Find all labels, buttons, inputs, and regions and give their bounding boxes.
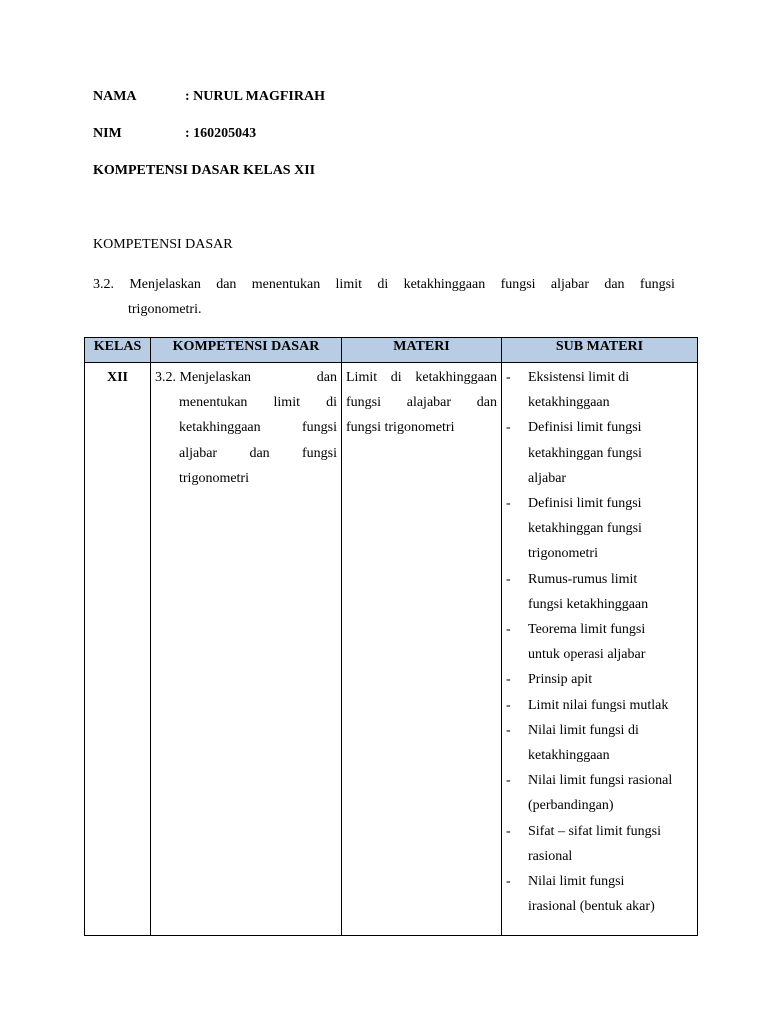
kd-line: aljabar dan fungsi bbox=[179, 445, 337, 461]
cell-materi bbox=[342, 363, 502, 936]
list-item: - Definisi limit fungsi ketakhinggan fungsi trigonometri bbox=[506, 496, 642, 562]
kd-word: fungsi bbox=[500, 277, 536, 292]
kd-number: 3.2. Menjelaskan bbox=[155, 370, 252, 385]
name-label: NAMA bbox=[93, 89, 137, 104]
kd-word: fungsi bbox=[639, 277, 675, 292]
kd-line: trigonometri bbox=[179, 470, 249, 486]
kd-word: menentukan bbox=[251, 277, 321, 292]
kd-item bbox=[93, 272, 675, 322]
kd-word: Menjelaskan bbox=[129, 277, 201, 292]
kd-word: dan bbox=[216, 277, 237, 292]
list-item: - Nilai limit fungsi di ketakhinggaan bbox=[506, 722, 639, 764]
list-item: - Rumus-rumus limit fungsi ketakhinggaan bbox=[506, 571, 649, 612]
kd-item-line2: trigonometri. bbox=[128, 302, 202, 317]
kd-item-line1 bbox=[93, 272, 675, 297]
list-item: - Limit nilai fungsi mutlak bbox=[506, 697, 669, 713]
kd-first-line bbox=[155, 365, 337, 390]
list-item: - Prinsip apit bbox=[506, 672, 593, 688]
kd-word: ketakhinggaan bbox=[403, 277, 486, 292]
section-title: KOMPETENSI DASAR bbox=[93, 237, 233, 252]
kd-line: ketakhinggaan fungsi bbox=[179, 420, 337, 436]
cell-kompetensi-dasar bbox=[151, 363, 342, 936]
list-item: - Teorema limit fungsi untuk operasi aljabar bbox=[506, 622, 646, 663]
header-kompetensi-dasar: KOMPETENSI DASAR bbox=[151, 338, 342, 363]
list-item: - Sifat – sifat limit fungsi rasional bbox=[506, 823, 661, 864]
document-title: KOMPETENSI DASAR KELAS XII bbox=[93, 163, 316, 178]
header-sub-materi: SUB MATERI bbox=[502, 338, 698, 363]
header-kelas: KELAS bbox=[85, 338, 151, 363]
table-row bbox=[85, 363, 698, 936]
list-item: - Nilai limit fungsi rasional (perbandingan) bbox=[506, 773, 673, 814]
cell-kelas: XII bbox=[85, 363, 151, 936]
kd-word: dan bbox=[604, 277, 625, 292]
list-item: - Definisi limit fungsi ketakhinggan fungsi aljabar bbox=[506, 420, 642, 486]
kd-word: limit bbox=[335, 277, 362, 292]
nim-label: NIM bbox=[93, 126, 122, 141]
kd-line: menentukan limit di bbox=[179, 395, 337, 411]
list-item: - Nilai limit fungsi irasional (bentuk akar) bbox=[506, 874, 655, 915]
nim-value: : 160205043 bbox=[185, 126, 257, 141]
name-value: : NURUL MAGFIRAH bbox=[185, 89, 325, 104]
materi-line: fungsi trigonometri bbox=[346, 420, 455, 436]
table-header-row bbox=[85, 338, 698, 363]
kd-word: di bbox=[377, 277, 389, 292]
kd-word: aljabar bbox=[550, 277, 589, 292]
cell-sub-materi bbox=[502, 363, 698, 936]
materi-line: Limit di ketakhinggaan bbox=[346, 370, 497, 385]
materi-line: fungsi alajabar dan bbox=[346, 395, 497, 411]
name-row bbox=[93, 88, 325, 106]
nim-row bbox=[93, 125, 256, 143]
header-materi: MATERI bbox=[342, 338, 502, 363]
competency-table bbox=[84, 337, 698, 936]
kd-item-number: 3.2. bbox=[93, 277, 114, 292]
sub-materi-list bbox=[506, 365, 693, 919]
list-item: - Eksistensi limit di ketakhinggaan bbox=[506, 370, 630, 411]
kd-word: dan bbox=[316, 370, 337, 385]
